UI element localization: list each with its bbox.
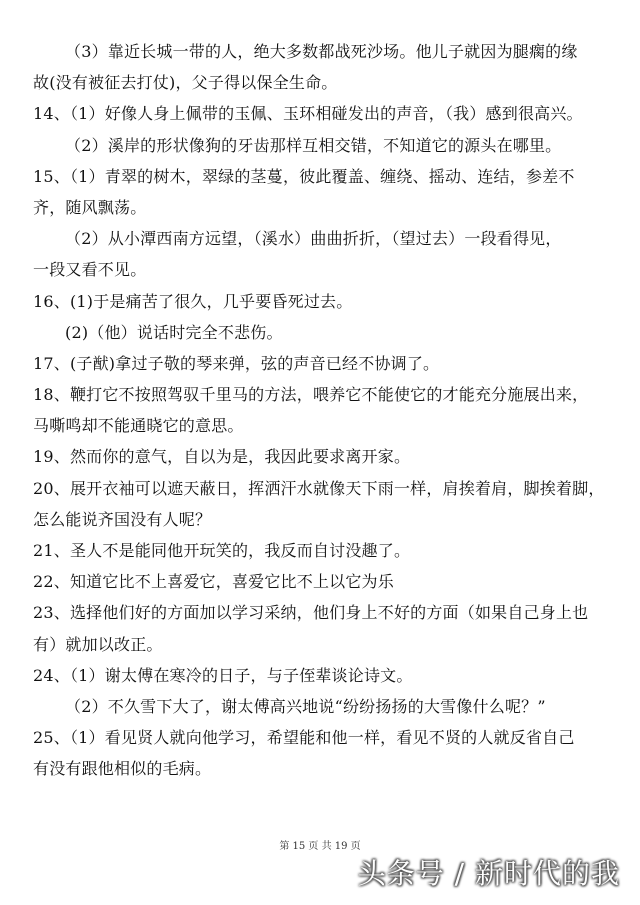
text-line: 马嘶鸣却不能通晓它的意思。 bbox=[33, 416, 244, 436]
text-line: 22、知道它比不上喜爱它，喜爱它比不上以它为乐 bbox=[33, 572, 394, 592]
text-line: 一段又看不见。 bbox=[33, 260, 147, 280]
watermark: 头条号 / 新时代的我 bbox=[357, 857, 620, 890]
text-line: 20、展开衣袖可以遮天蔽日，挥洒汗水就像天下雨一样，肩挨着肩，脚挨着脚， bbox=[33, 478, 605, 498]
text-line: 21、圣人不是能同他开玩笑的，我反而自讨没趣了。 bbox=[33, 541, 411, 560]
text-line: 25、（1）看见贤人就向他学习，希望能和他一样，看见不贤的人就反省自己 bbox=[33, 728, 575, 748]
text-line: 17、(子猷)拿过子敬的琴来弹，弦的声音已经不协调了。 bbox=[33, 353, 440, 373]
text-line: （3）靠近长城一带的人，绝大多数都战死沙场。他儿子就因为腿瘸的缘 bbox=[65, 42, 578, 61]
text-line: （2）不久雪下大了，谢太傅高兴地说“纷纷扬扬的大雪像什么呢？” bbox=[65, 696, 546, 716]
text-line: 有没有跟他相似的毛病。 bbox=[33, 759, 212, 779]
text-line: 23、选择他们好的方面加以学习采纳，他们身上不好的方面（如果自己身上也 bbox=[33, 603, 589, 623]
text-line: 24、（1）谢太傅在寒冷的日子，与子侄辈谈论诗文。 bbox=[33, 665, 413, 685]
page-footer: 第 15 页 共 19 页 bbox=[279, 841, 361, 852]
text-line: 14、（1）好像人身上佩带的玉佩、玉环相碰发出的声音，（我）感到很高兴。 bbox=[33, 104, 583, 124]
text-line: 18、鞭打它不按照驾驭千里马的方法，喂养它不能使它的才能充分施展出来， bbox=[33, 385, 589, 405]
text-line: 有）就加以改正。 bbox=[33, 634, 163, 654]
text-line: （2）溪岸的形状像狗的牙齿那样互相交错，不知道它的源头在哪里。 bbox=[65, 135, 562, 155]
text-line: 16、(1)于是痛苦了很久，几乎要昏死过去。 bbox=[33, 291, 353, 311]
text-line: 15、（1）青翠的树木，翠绿的茎蔓，彼此覆盖、缠绕、摇动、连结，参差不 bbox=[33, 166, 575, 186]
text-line: (2)（他）说话时完全不悲伤。 bbox=[65, 322, 283, 342]
text-line: 故(没有被征去打仗)，父子得以保全生命。 bbox=[33, 73, 338, 93]
document-body bbox=[33, 36, 613, 785]
text-line: 齐，随风飘荡。 bbox=[33, 197, 147, 217]
text-line: （2）从小潭西南方远望，（溪水）曲曲折折，（望过去）一段看得见， bbox=[65, 229, 562, 249]
text-line: 19、然而你的意气，自以为是，我因此要求离开家。 bbox=[33, 447, 411, 467]
text-line: 怎么能说齐国没有人呢？ bbox=[33, 509, 212, 529]
